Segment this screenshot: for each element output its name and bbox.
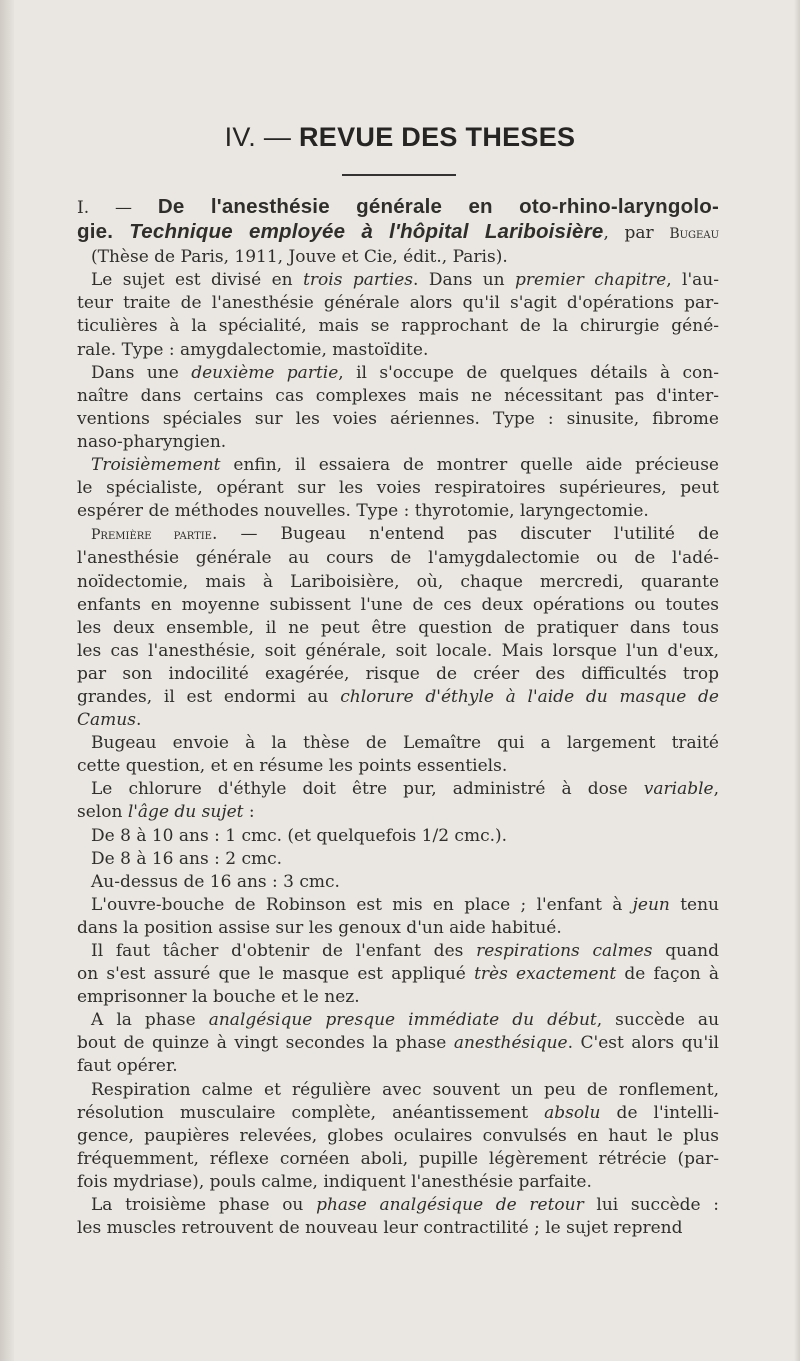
italic-run: absolu (544, 1102, 601, 1123)
dose-line: Au-dessus de 16 ans : 3 cmc. (91, 871, 340, 892)
text-run: , succède au (596, 1010, 720, 1031)
text-line (77, 292, 719, 315)
text-run: résolution musculaire complète, anéantissement (77, 1102, 545, 1123)
paragraph-ouvre-bouche (77, 894, 719, 940)
italic-run: respirations calmes (476, 941, 653, 961)
article-title-line-2 (77, 220, 719, 246)
text-run: naître dans certains cas complexes mais ne nécessitant pas d'inter- (77, 385, 719, 406)
page-edge (794, 0, 800, 1361)
text-run: Le chlorure d'éthyle doit être pur, administré à dose (91, 779, 644, 800)
text-line (77, 431, 719, 454)
text-line (77, 894, 719, 917)
text-run: bout de quinze à vingt secondes la phase (77, 1033, 454, 1054)
paragraph-respirations (77, 940, 719, 1009)
italic-run: analgésique presque immédiate du début (208, 1010, 597, 1031)
section-title: REVUE DES THESES (298, 122, 576, 152)
text-run: Bugeau envoie à la thèse de Lemaître qui a largement traité (91, 733, 719, 754)
paragraph-chlorure (77, 778, 719, 824)
text-run: lui succède : (583, 1195, 719, 1216)
text-line (77, 523, 719, 547)
text-run: Dans une (91, 362, 192, 383)
italic-run: phase analgésique de retour (316, 1195, 584, 1216)
text-run: les cas l'anesthésie, soit générale, soit locale. Mais lorsque l'un d'eux, (77, 640, 719, 661)
author-name: Bugeau (669, 226, 719, 243)
italic-run: Troisièmement (91, 455, 221, 476)
text-run: faut opérer. (77, 1056, 178, 1077)
text-run: noïdectomie, mais à Lariboisière, où, chaque mercredi, quarante (77, 571, 719, 592)
text-run: Le sujet est divisé en (91, 270, 304, 291)
text-line (77, 1055, 719, 1078)
text-run: : (243, 802, 255, 823)
dose-line: De 8 à 10 ans : 1 cmc. (et quelquefois 1/2 cmc.). (91, 825, 508, 846)
text-line (77, 1194, 719, 1217)
text-line (77, 617, 719, 640)
text-line (77, 663, 719, 686)
text-run: par son indocilité exagérée, risque de créer des difficultés trop (77, 663, 719, 684)
text-line (77, 1217, 719, 1240)
text-line (77, 315, 719, 338)
text-run: , il s'occupe de quelques détails à con- (338, 362, 719, 383)
text-run: . C'est alors qu'il (567, 1033, 719, 1054)
dose-line: De 8 à 16 ans : 2 cmc. (91, 848, 283, 869)
italic-run: jeun (632, 894, 670, 915)
text-run: les deux ensemble, il ne peut être question de pratiquer dans tous (77, 617, 719, 638)
text-run: tenu (669, 894, 719, 915)
text-run: fois mydriase), pouls calme, indiquent l'anesthésie parfaite. (77, 1171, 592, 1192)
text-line (77, 385, 719, 408)
text-run: l'anesthésie générale au cours de l'amygdalectomie ou de l'adé- (77, 548, 719, 569)
text-line (77, 709, 719, 732)
text-line (77, 500, 719, 523)
text-run: L'ouvre-bouche de Robinson est mis en place ; l'enfant à (91, 894, 633, 915)
text-run: fréquemment, réflexe cornéen aboli, pupille légèrement rétrécie (par- (77, 1148, 719, 1169)
text-line (77, 547, 719, 570)
text-line (77, 594, 719, 617)
text-run: de façon à (616, 964, 719, 985)
text-line (77, 732, 719, 755)
paragraph-second-part (77, 362, 719, 454)
text-run: , (713, 779, 719, 800)
text-run: emprisonner la bouche et le nez. (77, 987, 360, 1008)
text-run: quand (652, 941, 720, 961)
italic-run: chlorure d'éthyle à l'aide du masque de (340, 686, 719, 707)
text-line (77, 1009, 719, 1032)
italic-run: variable (643, 779, 714, 800)
page-gutter-shadow (0, 0, 14, 1361)
title-run: , par (603, 223, 670, 244)
text-run: selon (77, 802, 128, 823)
text-run: A la phase (91, 1010, 209, 1031)
italic-run: premier chapitre (515, 270, 667, 291)
text-line (77, 269, 719, 292)
paragraph-intro (77, 269, 719, 361)
title-run: I. — (77, 198, 158, 218)
text-run: cette question, et en résume les points essentiels. (77, 756, 508, 777)
text-run: , l'au- (666, 270, 719, 291)
text-line (77, 755, 719, 778)
text-line (77, 917, 719, 940)
small-caps-run: Première partie (91, 527, 212, 544)
text-line (77, 640, 719, 663)
text-run: espérer de méthodes nouvelles. Type : thyrotomie, laryngectomie. (77, 501, 649, 522)
text-run: ventions spéciales sur les voies aériennes. Type : sinusite, fibrome (77, 408, 719, 429)
text-run: rale. Type : amygdalectomie, mastoïdite. (77, 339, 429, 360)
text-run: Il faut tâcher d'obtenir de l'enfant des (91, 941, 477, 961)
text-run: de l'intelli- (600, 1102, 719, 1123)
text-line (77, 339, 719, 362)
text-line (77, 801, 719, 824)
text-line (77, 1079, 719, 1102)
italic-run: très exactement (474, 964, 617, 985)
text-run: enfants en moyenne subissent l'une de ces deux opérations ou toutes (77, 594, 719, 615)
heading-rule (342, 174, 456, 176)
text-line (77, 1148, 719, 1171)
text-line (77, 408, 719, 431)
title-run: De l'anesthésie générale en oto-rhino-laryngolo- (157, 195, 719, 218)
italic-run: l'âge du sujet (127, 802, 244, 823)
text-line (77, 477, 719, 500)
title-run: Technique employée à l'hôpital Lariboisière (129, 220, 604, 244)
paragraph-troisieme-phase (77, 1194, 719, 1240)
article-citation: (Thèse de Paris, 1911, Jouve et Cie, édit., Paris). (91, 247, 508, 268)
text-line (77, 454, 719, 477)
text-run: enfin, il essaiera de montrer quelle aide précieuse (220, 455, 719, 476)
section-heading (0, 122, 800, 153)
text-run: teur traite de l'anesthésie générale alors qu'il s'agit d'opérations par- (77, 293, 719, 314)
text-line (77, 571, 719, 594)
text-run: le spécialiste, opérant sur les voies respiratoires supérieures, peut (77, 478, 719, 499)
text-line (77, 1102, 719, 1125)
text-run: les muscles retrouvent de nouveau leur contractilité ; le sujet reprend (77, 1218, 683, 1239)
italic-run: anesthésique (453, 1033, 568, 1054)
paragraph-premiere-partie (77, 523, 719, 732)
paragraph-lemaitre (77, 732, 719, 778)
italic-run: Camus (77, 710, 136, 731)
text-run: ticulières à la spécialité, mais se rapprochant de la chirurgie géné- (77, 316, 719, 337)
text-run: . (135, 710, 142, 731)
text-run: naso-pharyngien. (77, 431, 227, 452)
italic-run: trois parties (303, 270, 414, 291)
paragraph-respiration-calme (77, 1079, 719, 1194)
section-number: IV. — (224, 122, 292, 152)
text-line (77, 1125, 719, 1148)
title-run: gie. (77, 220, 130, 244)
text-run: . Dans un (413, 270, 516, 291)
text-run: dans la position assise sur les genoux d'un aide habitué. (77, 917, 562, 938)
text-run: . — Bugeau n'entend pas discuter l'utilité de (212, 524, 719, 545)
text-line (77, 1032, 719, 1055)
text-run: grandes, il est endormi au (77, 686, 341, 707)
text-run: Respiration calme et régulière avec souvent un peu de ronflement, (91, 1079, 719, 1100)
italic-run: deuxième partie (191, 362, 339, 383)
text-line (77, 963, 719, 986)
text-line (77, 778, 719, 801)
article-title-line-1 (77, 195, 719, 220)
paragraph-phase-analgesique (77, 1009, 719, 1078)
text-run: gence, paupières relevées, globes oculaires convulsés en haut le plus (77, 1125, 719, 1146)
text-line (77, 1171, 719, 1194)
text-line (77, 986, 719, 1009)
text-line (77, 686, 719, 709)
text-line (77, 362, 719, 385)
text-run: on s'est assuré que le masque est appliqué (77, 964, 475, 985)
text-run: La troisième phase ou (91, 1195, 317, 1216)
paragraph-third-part (77, 454, 719, 523)
article-body (77, 195, 719, 1240)
text-line (77, 940, 719, 963)
